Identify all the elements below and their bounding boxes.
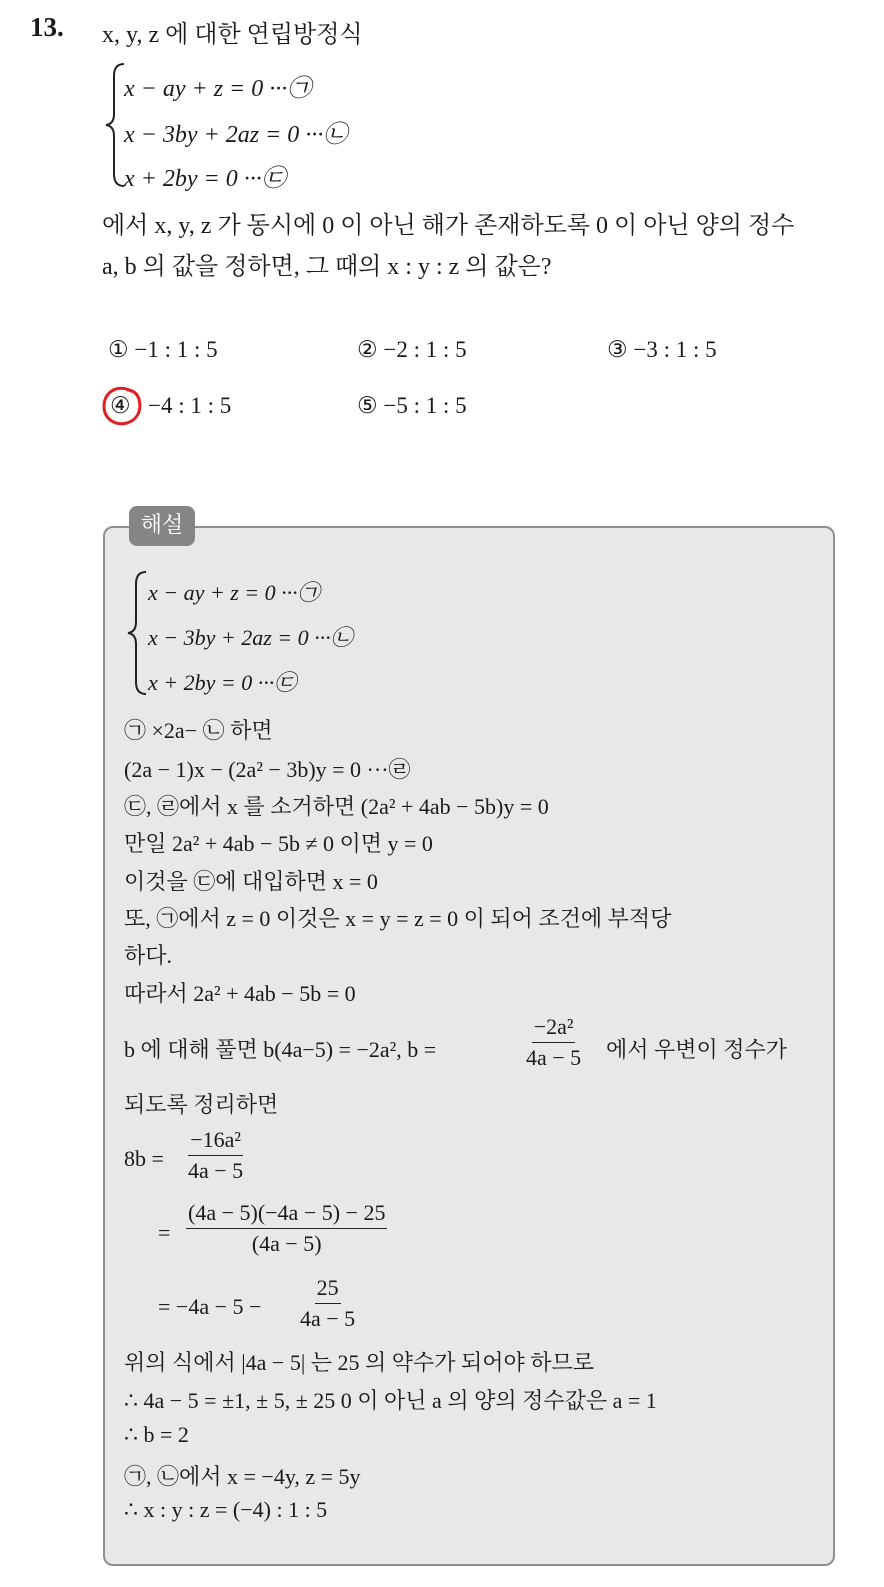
fraction-expr-1-numerator: −16a² [188,1127,243,1156]
solution-equation-1: x − ay + z = 0 ···㉠ [148,580,320,605]
solution-line-6: 또, ㉠에서 z = 0 이것은 x = y = z = 0 이 되어 조건에 부적당 [124,906,672,931]
equation-1: x − ay + z = 0 ···㉠ [124,76,312,102]
choice-1[interactable]: ① −1 : 1 : 5 [108,337,218,362]
solution-line-1: ㉠ ×2a− ㉡ 하면 [124,718,273,743]
solution-line-10: 되도록 정리하면 [124,1092,279,1117]
solution-line-7: 하다. [124,943,173,968]
equation-3: x + 2by = 0 ···㉢ [124,166,286,192]
fraction-expr-2-numerator: (4a − 5)(−4a − 5) − 25 [186,1200,387,1229]
problem-number: 13. [30,12,64,42]
fraction-b-denominator: 4a − 5 [526,1045,582,1070]
expr-2-lhs: = [158,1220,171,1245]
choice-2[interactable]: ② −2 : 1 : 5 [357,337,467,362]
choice-4-value[interactable]: −4 : 1 : 5 [148,393,232,418]
solution-equation-3: x + 2by = 0 ···㉢ [148,670,297,695]
equation-2: x − 3by + 2az = 0 ···㉡ [124,122,348,148]
solution-line-13: ∴ b = 2 [124,1422,189,1447]
choice-4-label[interactable]: ④ [110,393,131,418]
answer-circle-mark [101,385,143,427]
solution-line-15: ∴ x : y : z = (−4) : 1 : 5 [124,1497,328,1522]
solution-line-8: 따라서 2a² + 4ab − 5b = 0 [124,981,356,1006]
choice-3[interactable]: ③ −3 : 1 : 5 [607,337,717,362]
expr-3-lhs: = −4a − 5 − [158,1294,262,1319]
solution-line-12: ∴ 4a − 5 = ±1, ± 5, ± 25 0 이 아닌 a 의 양의 정수값은 a = 1 [124,1388,657,1413]
solution-system-brace [126,570,150,696]
solution-line-9a: b 에 대해 풀면 b(4a−5) = −2a², b = [124,1037,437,1062]
solution-line-2: (2a − 1)x − (2a² − 3b)y = 0 ···㉣ [124,757,411,782]
fraction-expr-1 [186,1127,245,1184]
fraction-expr-2-denominator: (4a − 5) [251,1231,322,1256]
solution-line-14: ㉠, ㉡에서 x = −4y, z = 5y [124,1464,361,1489]
fraction-expr-2 [186,1200,387,1257]
fraction-expr-3-numerator: 25 [315,1275,341,1304]
fraction-b [524,1014,583,1071]
problem-intro: x, y, z 에 대한 연립방정식 [102,22,363,48]
fraction-expr-1-denominator: 4a − 5 [188,1158,244,1183]
solution-line-5: 이것을 ㉢에 대입하면 x = 0 [124,869,378,894]
fraction-expr-3-denominator: 4a − 5 [300,1306,356,1331]
fraction-expr-3 [298,1275,357,1332]
solution-line-11: 위의 식에서 |4a − 5| 는 25 의 약수가 되어야 하므로 [124,1350,595,1375]
fraction-b-numerator: −2a² [532,1014,576,1043]
solution-tab: 해설 [129,506,195,546]
solution-line-4: 만일 2a² + 4ab − 5b ≠ 0 이면 y = 0 [124,831,433,856]
choice-5[interactable]: ⑤ −5 : 1 : 5 [357,393,467,418]
solution-line-3: ㉢, ㉣에서 x 를 소거하면 (2a² + 4ab − 5b)y = 0 [124,794,549,819]
expr-1-lhs: 8b = [124,1146,164,1171]
problem-text-line-2: a, b 의 값을 정하면, 그 때의 x : y : z 의 값은? [102,254,552,280]
solution-equation-2: x − 3by + 2az = 0 ···㉡ [148,625,353,650]
problem-text-line-1: 에서 x, y, z 가 동시에 0 이 아닌 해가 존재하도록 0 이 아닌 양의 정수 [102,213,795,239]
solution-line-9b: 에서 우변이 정수가 [606,1037,788,1062]
